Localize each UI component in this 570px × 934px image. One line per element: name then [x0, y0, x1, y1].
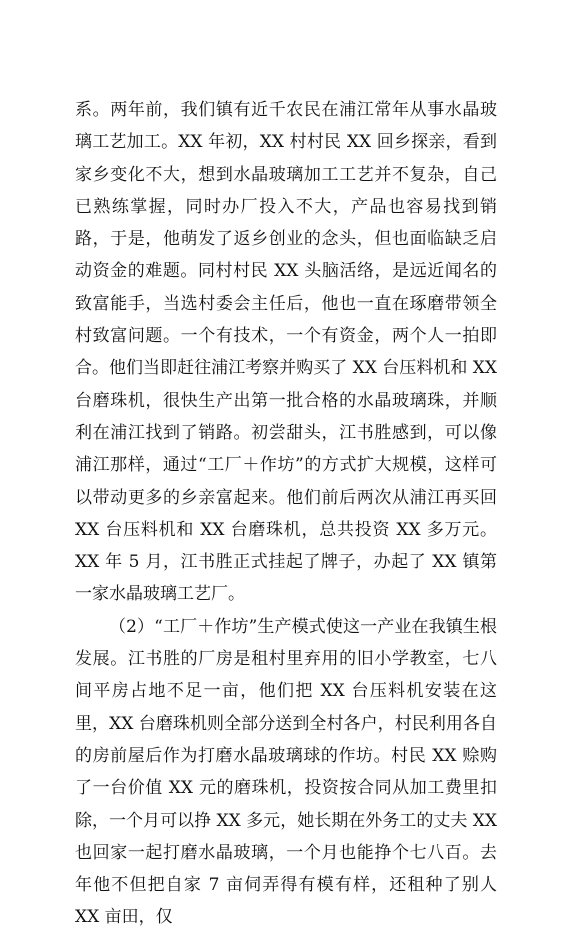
paragraph-2: （2）“工厂＋作坊”生产模式使这一产业在我镇生根发展。江书胜的厂房是租村里弃用的旧小学教室，七八间平房占地不足一亩，他们把 XX 台压料机安装在这里，XX 台磨珠机则全部分送到全村各户，村民利用各自的房前屋后作为打磨水晶玻璃球的作坊。村民 XX 赊购了一台价值 XX 元的磨珠机，投资按合同从加工费里扣除，一个月可以挣 XX 多元，她长期在外务工的丈夫 XX 也回家一起打磨水晶玻璃，一个月也能挣个七八百。去年他不但把自家 7 亩伺弄得有模有样，还租种了别人 XX 亩田，仅: [75, 616, 497, 928]
body-text: [75, 94, 497, 934]
paragraph-1: 系。两年前，我们镇有近千农民在浦江常年从事水晶玻璃工艺加工。XX 年初，XX 村村民 XX 回乡探亲，看到家乡变化不大，想到水晶玻璃加工工艺并不复杂，自己已熟练掌握，同时办厂投入不大，产品也容易找到销路，于是，他萌发了返乡创业的念头，但也面临缺乏启动资金的难题。同村村民 XX 头脑活络，是远近闻名的致富能手，当选村委会主任后，他也一直在琢磨带领全村致富问题。一个有技术，一个有资金，两个人一拍即合。他们当即赶往浦江考察并购买了 XX 台压料机和 XX 台磨珠机，很快生产出第一批合格的水晶玻璃珠，并顺利在浦江找到了销路。初尝甜头，江书胜感到，可以像浦江那样，通过“工厂＋作坊”的方式扩大规模，这样可以带动更多的乡亲富起来。他们前后两次从浦江再买回 XX 台压料机和 XX 台磨珠机，总共投资 XX 多万元。XX 年 5 月，江书胜正式挂起了牌子，办起了 XX 镇第一家水晶玻璃工艺厂。: [75, 100, 497, 605]
